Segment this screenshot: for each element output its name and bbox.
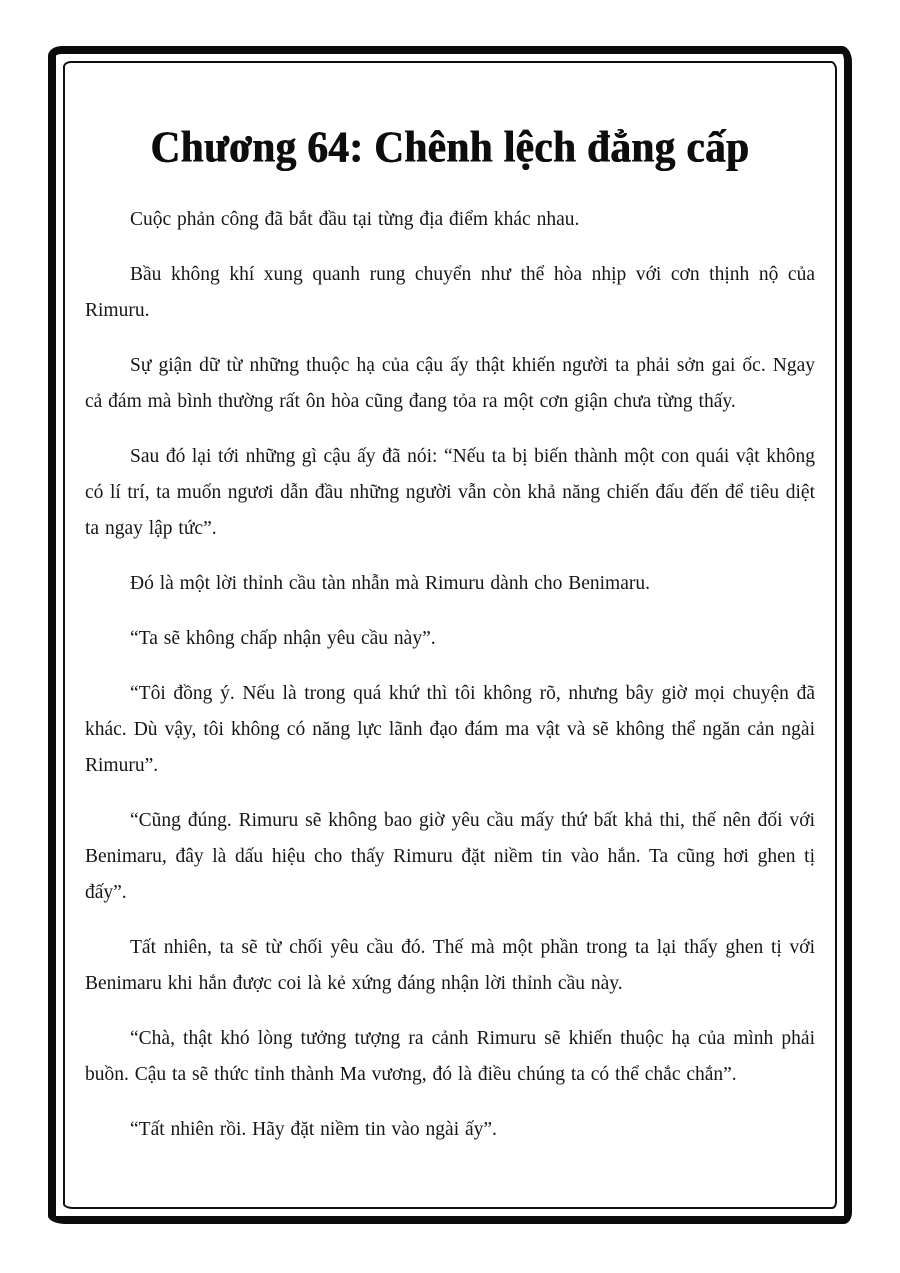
- paragraph: “Cũng đúng. Rimuru sẽ không bao giờ yêu cầu mấy thứ bất khả thi, thế nên đối với Benimaru, đây là dấu hiệu cho thấy Rimuru đặt niềm tin vào hắn. Ta cũng hơi ghen tị đấy”.: [85, 810, 815, 903]
- paragraph: Cuộc phản công đã bắt đầu tại từng địa điểm khác nhau.: [130, 209, 580, 230]
- paragraph: “Tôi đồng ý. Nếu là trong quá khứ thì tôi không rõ, nhưng bây giờ mọi chuyện đã khác. Dù vậy, tôi không có năng lực lãnh đạo đám ma vật và sẽ không thể ngăn cản ngài Rimuru”.: [85, 683, 815, 776]
- paragraph: Đó là một lời thỉnh cầu tàn nhẫn mà Rimuru dành cho Benimaru.: [130, 573, 650, 594]
- chapter-body: [85, 202, 815, 1148]
- paragraph: “Ta sẽ không chấp nhận yêu cầu này”.: [130, 628, 436, 649]
- chapter-content: [85, 116, 815, 1148]
- paragraph: Sau đó lại tới những gì cậu ấy đã nói: “Nếu ta bị biến thành một con quái vật không có lí trí, ta muốn ngươi dẫn đầu những người vẫn còn khả năng chiến đấu đến để tiêu diệt ta ngay lập tức”.: [85, 446, 815, 539]
- chapter-title: Chương 64: Chênh lệch đẳng cấp: [150, 121, 750, 172]
- paragraph: “Tất nhiên rồi. Hãy đặt niềm tin vào ngài ấy”.: [130, 1119, 497, 1140]
- paragraph: Sự giận dữ từ những thuộc hạ của cậu ấy thật khiến người ta phải sởn gai ốc. Ngay cả đám mà bình thường rất ôn hòa cũng đang tỏa ra một cơn giận chưa từng thấy.: [85, 355, 815, 412]
- paragraph: “Chà, thật khó lòng tưởng tượng ra cảnh Rimuru sẽ khiến thuộc hạ của mình phải buồn. Cậu ta sẽ thức tỉnh thành Ma vương, đó là điều chúng ta có thể chắc chắn”.: [85, 1028, 815, 1085]
- paragraph: Tất nhiên, ta sẽ từ chối yêu cầu đó. Thế mà một phần trong ta lại thấy ghen tị với Benimaru khi hắn được coi là kẻ xứng đáng nhận lời thỉnh cầu này.: [85, 937, 815, 994]
- paragraph: Bầu không khí xung quanh rung chuyển như thể hòa nhịp với cơn thịnh nộ của Rimuru.: [85, 264, 815, 321]
